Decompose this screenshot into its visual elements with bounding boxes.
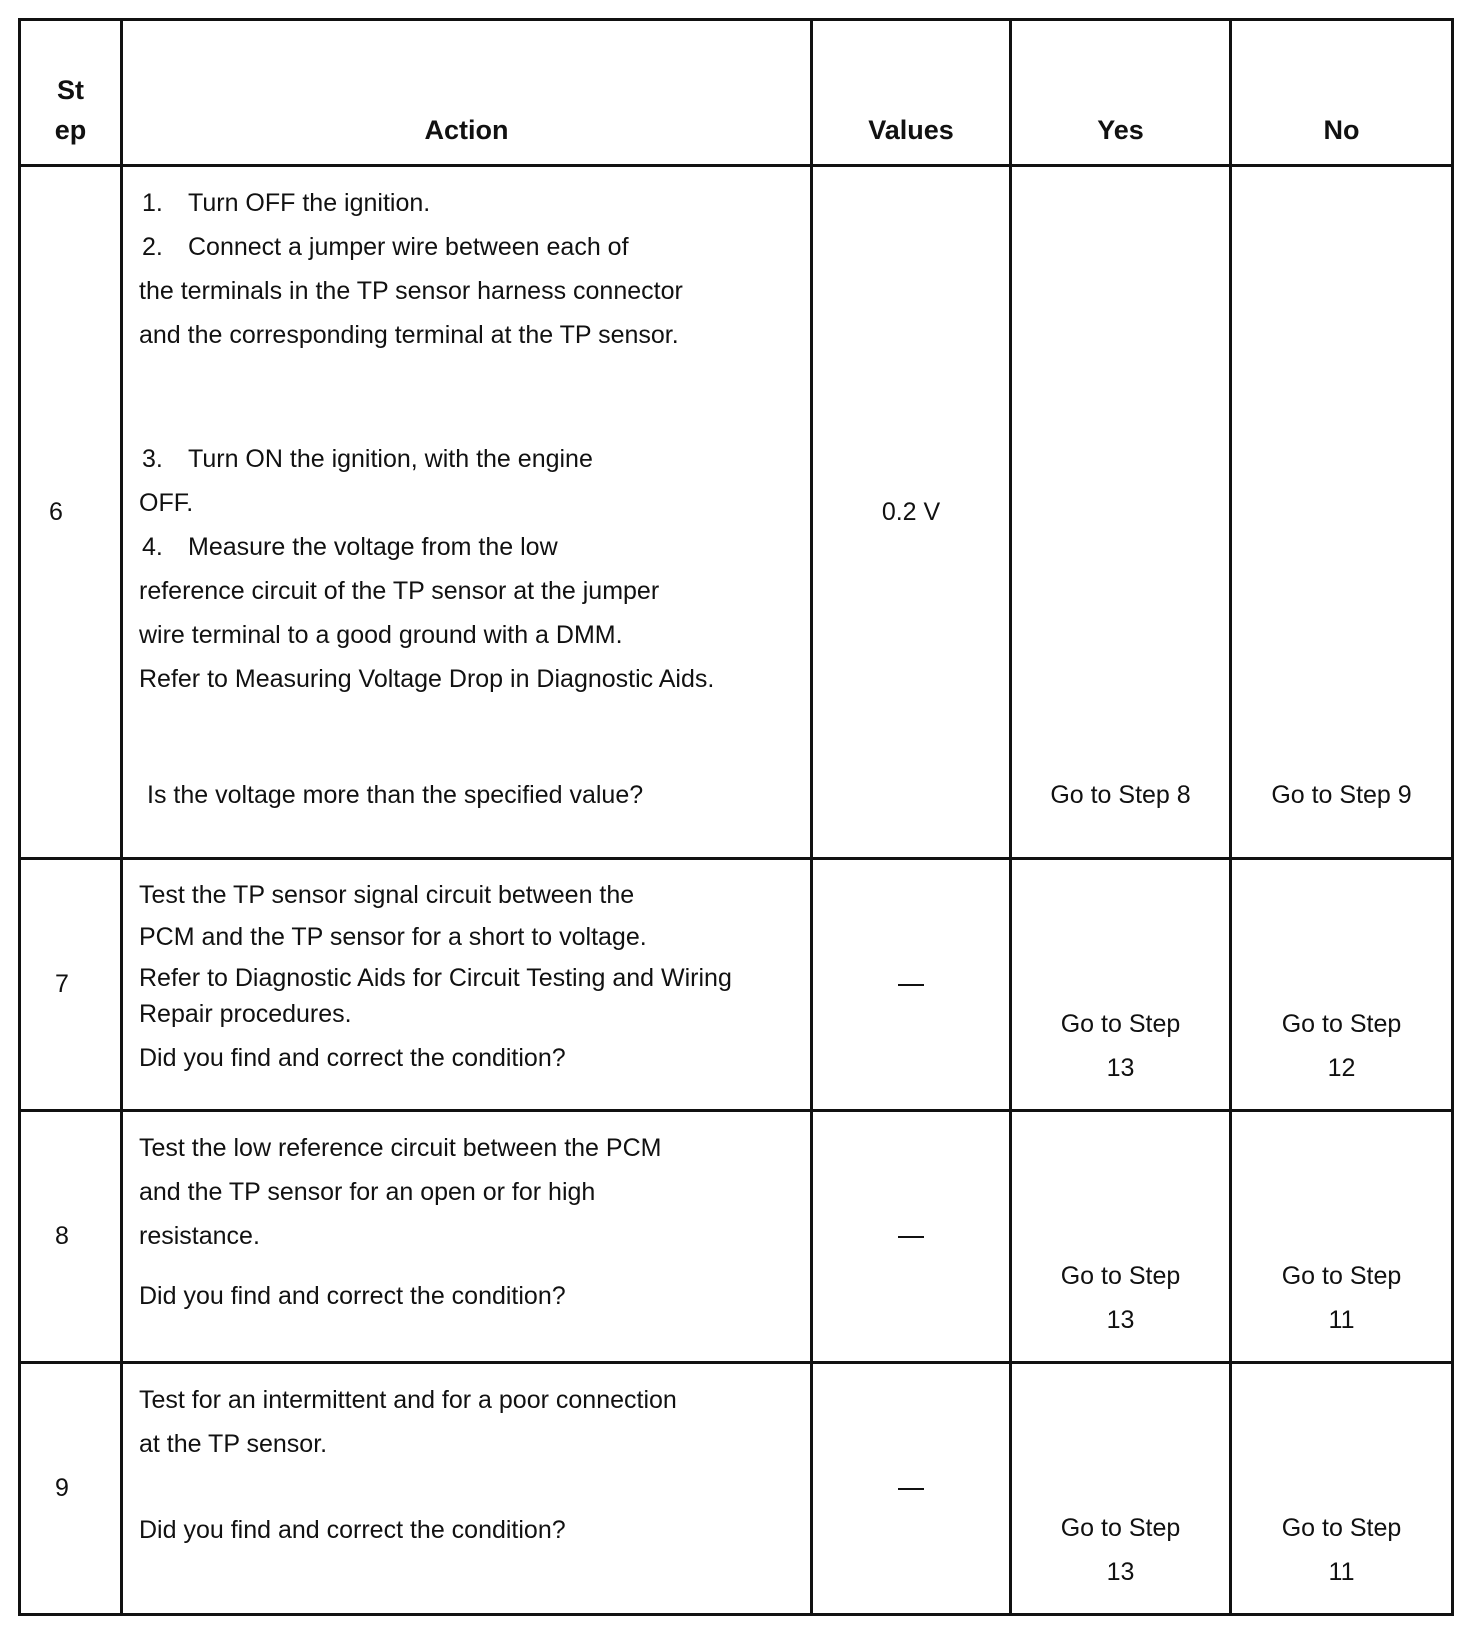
step-number: 7 [55, 970, 69, 998]
table-row-step-9 [20, 1363, 1453, 1615]
question-line: Did you find and correct the condition? [139, 1282, 566, 1310]
action-line: the terminals in the TP sensor harness connector [139, 277, 683, 305]
step-cell [20, 859, 122, 1111]
action-cell [122, 859, 812, 1111]
yes-result: Go to Step [1060, 1514, 1181, 1542]
action-line: and the TP sensor for an open or for high [139, 1178, 596, 1206]
header-yes: Yes [1011, 20, 1231, 166]
action-line: resistance. [139, 1222, 260, 1250]
value-dash [898, 1488, 924, 1490]
no-cell [1231, 859, 1453, 1111]
header-step [20, 20, 122, 166]
no-result-step: 11 [1328, 1306, 1355, 1334]
diagnostic-table [18, 18, 1454, 1616]
action-question [147, 773, 800, 817]
no-cell [1231, 1111, 1453, 1363]
question-line: Did you find and correct the condition? [139, 1044, 566, 1072]
yes-result-step: 13 [1106, 1558, 1135, 1586]
yes-result: Go to Step [1060, 1262, 1181, 1290]
action-cell [122, 1363, 812, 1615]
values-cell [812, 1111, 1011, 1363]
yes-cell [1011, 1363, 1231, 1615]
table-row-step-8 [20, 1111, 1453, 1363]
no-result: Go to Step [1281, 1010, 1402, 1038]
header-row [20, 20, 1453, 166]
yes-cell [1011, 166, 1231, 859]
step-number: 9 [55, 1474, 69, 1502]
action-line: Test the TP sensor signal circuit between the [139, 881, 635, 909]
action-line: PCM and the TP sensor for a short to voltage. [139, 923, 647, 951]
step-number: 6 [49, 497, 63, 526]
action-line: OFF. [139, 489, 194, 517]
table-row-step-6 [20, 166, 1453, 859]
step-number: 8 [55, 1222, 69, 1250]
no-cell [1231, 166, 1453, 859]
header-step-line2: ep [54, 115, 87, 145]
table-row-step-7 [20, 859, 1453, 1111]
action-text [139, 1126, 800, 1258]
step-cell [20, 166, 122, 859]
yes-result: Go to Step 8 [1050, 781, 1191, 809]
header-no: No [1231, 20, 1453, 166]
action-text [139, 437, 800, 701]
action-text [139, 874, 800, 958]
header-step-line1: St [57, 75, 84, 105]
no-result: Go to Step [1281, 1514, 1402, 1542]
no-result-step: 11 [1328, 1558, 1355, 1586]
question-line: Did you find and correct the condition? [139, 1516, 566, 1544]
action-question [139, 1274, 800, 1318]
question-line: Is the voltage more than the specified value? [147, 781, 644, 809]
action-text [139, 181, 800, 357]
action-line: Turn OFF the ignition. [188, 189, 431, 217]
yes-result-step: 13 [1106, 1054, 1135, 1082]
yes-cell [1011, 1111, 1231, 1363]
no-result: Go to Step 9 [1271, 781, 1412, 809]
action-question [139, 1508, 800, 1552]
value-dash [898, 984, 924, 986]
action-line: and the corresponding terminal at the TP sensor. [139, 321, 679, 349]
action-line: Refer to Diagnostic Aids for Circuit Testing and Wiring [139, 964, 732, 992]
action-line: Repair procedures. [139, 1000, 352, 1028]
action-line: Test the low reference circuit between the PCM [139, 1134, 662, 1162]
list-number: 2. [142, 233, 163, 261]
action-line: Measure the voltage from the low [188, 533, 558, 561]
action-text [139, 960, 800, 1032]
yes-result-step: 13 [1106, 1306, 1135, 1334]
values-cell [812, 166, 1011, 859]
values-cell [812, 859, 1011, 1111]
action-question [139, 1036, 800, 1080]
header-values: Values [812, 20, 1011, 166]
value-dash [898, 1236, 924, 1238]
header-action: Action [122, 20, 812, 166]
action-cell [122, 1111, 812, 1363]
yes-cell [1011, 859, 1231, 1111]
list-number: 3. [142, 445, 163, 473]
action-line: Test for an intermittent and for a poor connection [139, 1386, 677, 1414]
action-line: at the TP sensor. [139, 1430, 328, 1458]
no-result: Go to Step [1281, 1262, 1402, 1290]
step-cell [20, 1363, 122, 1615]
action-line: reference circuit of the TP sensor at the jumper [139, 577, 660, 605]
yes-result: Go to Step [1060, 1010, 1181, 1038]
action-cell [122, 166, 812, 859]
step-cell [20, 1111, 122, 1363]
value-text: 0.2 V [881, 497, 941, 526]
list-number: 4. [142, 533, 163, 561]
action-line: wire terminal to a good ground with a DMM. [139, 621, 623, 649]
action-line: Refer to Measuring Voltage Drop in Diagnostic Aids. [139, 665, 715, 693]
action-line: Turn ON the ignition, with the engine [188, 445, 593, 473]
action-line: Connect a jumper wire between each of [188, 233, 629, 261]
list-number: 1. [142, 189, 163, 217]
no-result-step: 12 [1327, 1054, 1356, 1082]
action-text [139, 1378, 800, 1466]
no-cell [1231, 1363, 1453, 1615]
values-cell [812, 1363, 1011, 1615]
